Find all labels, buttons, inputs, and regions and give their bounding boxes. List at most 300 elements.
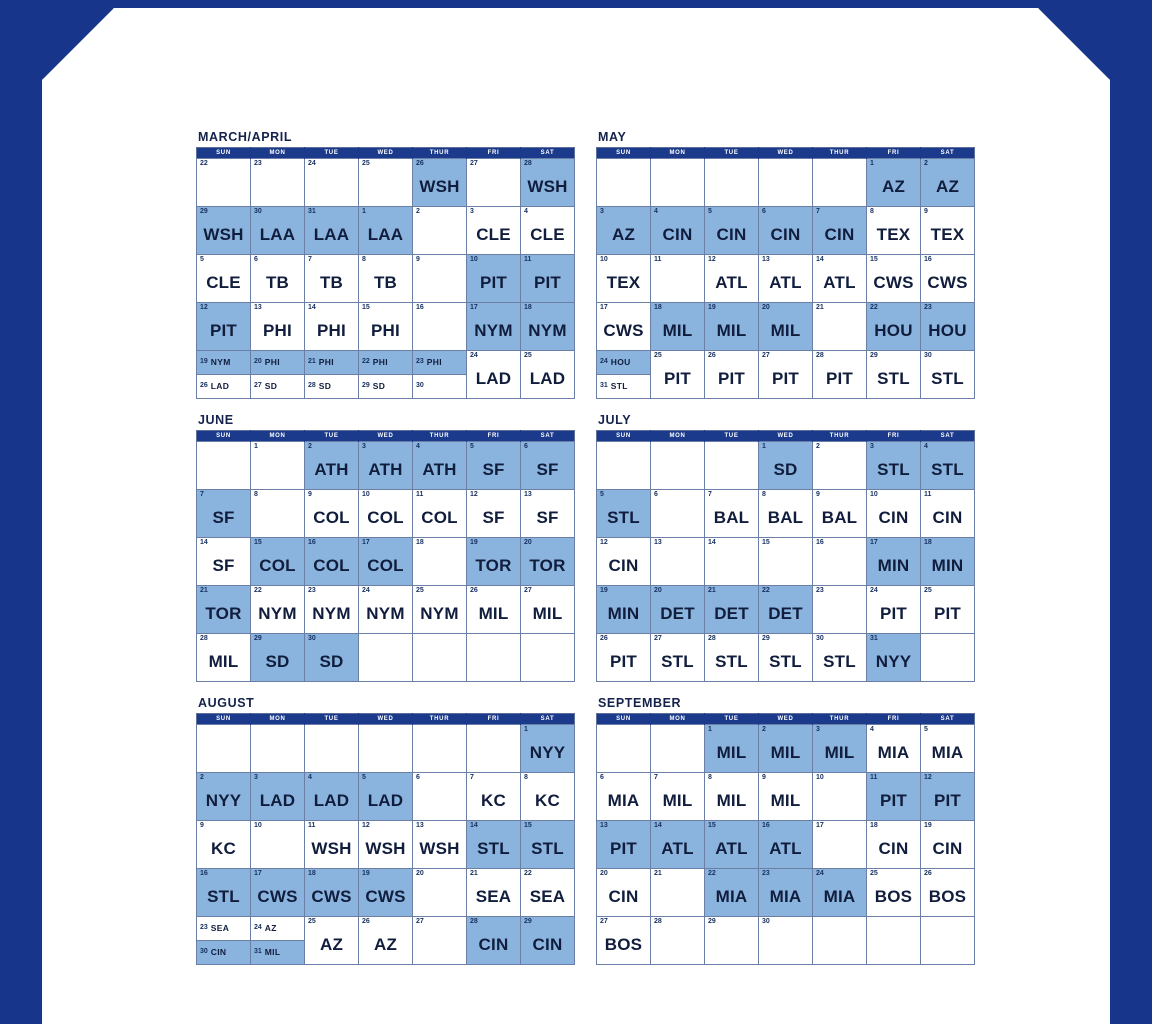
calendar-day-cell[interactable]: [197, 303, 251, 351]
calendar-day-cell[interactable]: [921, 869, 975, 917]
calendar-day-cell[interactable]: [867, 159, 921, 207]
calendar-day-cell[interactable]: [759, 634, 813, 682]
opponent-abbrev: NYM: [474, 321, 513, 340]
calendar-day-cell[interactable]: [597, 586, 651, 634]
calendar-day-subcell[interactable]: [305, 375, 358, 399]
calendar-day-cell[interactable]: [467, 869, 521, 917]
calendar-day-cell[interactable]: [305, 586, 359, 634]
calendar-day-cell[interactable]: [251, 207, 305, 255]
calendar-day-cell[interactable]: [921, 725, 975, 773]
calendar-week-row: [597, 442, 975, 490]
calendar-day-cell[interactable]: [867, 586, 921, 634]
opponent-abbrev: CIN: [662, 225, 693, 244]
weekday-header-mon: MON: [651, 714, 705, 725]
calendar-day-cell[interactable]: [597, 773, 651, 821]
calendar-day-cell[interactable]: [651, 869, 705, 917]
day-number: 26: [708, 352, 716, 359]
opponent-abbrev: STL: [661, 652, 694, 671]
calendar-day-cell[interactable]: [813, 207, 867, 255]
opponent-abbrev: STL: [769, 652, 802, 671]
calendar-day-cell[interactable]: [705, 773, 759, 821]
opponent-abbrev: MIN: [931, 556, 964, 575]
calendar-day-cell[interactable]: [597, 917, 651, 965]
calendar-day-cell[interactable]: [305, 773, 359, 821]
day-number: 3: [870, 443, 874, 450]
calendar-day-cell[interactable]: [413, 869, 467, 917]
calendar-day-cell-doubleheader[interactable]: [251, 917, 305, 965]
calendar-day-cell[interactable]: [597, 821, 651, 869]
calendar-day-cell[interactable]: [759, 725, 813, 773]
calendar-day-cell[interactable]: [813, 303, 867, 351]
calendar-day-cell[interactable]: [413, 490, 467, 538]
calendar-day-subcell[interactable]: [197, 941, 250, 965]
weekday-header-mon: MON: [251, 148, 305, 159]
calendar-day-cell[interactable]: [521, 255, 575, 303]
calendar-day-cell[interactable]: [813, 255, 867, 303]
calendar-day-cell-blank: [467, 634, 521, 682]
calendar-day-cell[interactable]: [705, 725, 759, 773]
calendar-day-subcell[interactable]: [197, 351, 250, 375]
calendar-day-cell[interactable]: [921, 255, 975, 303]
calendar-day-cell[interactable]: [705, 869, 759, 917]
weekday-header-sat: SAT: [921, 148, 975, 159]
calendar-day-cell[interactable]: [251, 538, 305, 586]
calendar-day-cell[interactable]: [251, 490, 305, 538]
calendar-day-cell[interactable]: [759, 442, 813, 490]
calendar-day-cell[interactable]: [359, 917, 413, 965]
calendar-day-cell[interactable]: [359, 207, 413, 255]
opponent-abbrev: TEX: [606, 273, 641, 292]
calendar-day-cell[interactable]: [813, 538, 867, 586]
calendar-day-cell[interactable]: [467, 351, 521, 399]
calendar-day-cell[interactable]: [413, 255, 467, 303]
day-number: 6: [524, 443, 528, 450]
month-calendar-table: [196, 147, 575, 399]
calendar-day-cell[interactable]: [705, 490, 759, 538]
opponent-abbrev: ATL: [715, 273, 748, 292]
calendar-day-cell[interactable]: [867, 634, 921, 682]
calendar-day-cell-doubleheader[interactable]: [197, 351, 251, 399]
calendar-day-cell[interactable]: [867, 207, 921, 255]
calendar-day-cell[interactable]: [359, 869, 413, 917]
opponent-abbrev: PIT: [771, 369, 800, 388]
calendar-day-cell[interactable]: [705, 538, 759, 586]
opponent-abbrev: STL: [207, 887, 240, 906]
calendar-day-cell[interactable]: [597, 538, 651, 586]
calendar-day-cell[interactable]: [867, 255, 921, 303]
calendar-day-cell[interactable]: [651, 773, 705, 821]
day-number: 7: [200, 491, 204, 498]
month-calendar-table: [596, 147, 975, 399]
calendar-day-cell[interactable]: [651, 917, 705, 965]
calendar-day-cell[interactable]: [705, 634, 759, 682]
calendar-day-cell[interactable]: [705, 303, 759, 351]
calendar-day-cell[interactable]: [197, 159, 251, 207]
calendar-day-cell[interactable]: [867, 538, 921, 586]
opponent-abbrev: HOU: [928, 321, 967, 340]
opponent-abbrev: DET: [768, 604, 803, 623]
calendar-day-cell[interactable]: [197, 207, 251, 255]
calendar-day-cell[interactable]: [359, 538, 413, 586]
calendar-day-cell[interactable]: [921, 207, 975, 255]
calendar-day-cell-doubleheader[interactable]: [359, 351, 413, 399]
day-number: 2: [200, 774, 204, 781]
calendar-day-cell[interactable]: [467, 207, 521, 255]
calendar-day-cell-doubleheader[interactable]: [597, 351, 651, 399]
split-cell-wrapper: [251, 351, 304, 398]
calendar-day-cell[interactable]: [759, 821, 813, 869]
calendar-day-cell[interactable]: [305, 207, 359, 255]
calendar-day-cell[interactable]: [251, 159, 305, 207]
calendar-day-cell[interactable]: [467, 821, 521, 869]
calendar-day-cell[interactable]: [521, 303, 575, 351]
calendar-day-cell[interactable]: [921, 303, 975, 351]
day-number: 3: [816, 726, 820, 733]
calendar-day-cell[interactable]: [521, 159, 575, 207]
calendar-day-subcell[interactable]: [413, 351, 466, 375]
calendar-day-cell[interactable]: [759, 351, 813, 399]
calendar-day-cell[interactable]: [597, 869, 651, 917]
calendar-day-cell[interactable]: [521, 207, 575, 255]
opponent-abbrev: CIN: [932, 839, 963, 858]
calendar-day-cell-doubleheader[interactable]: [197, 917, 251, 965]
opponent-abbrev: STL: [931, 460, 964, 479]
calendar-day-cell[interactable]: [359, 159, 413, 207]
calendar-day-cell[interactable]: [867, 869, 921, 917]
calendar-day-cell[interactable]: [467, 773, 521, 821]
split-cell-wrapper: [305, 351, 358, 398]
opponent-abbrev: CIN: [878, 839, 909, 858]
calendar-day-cell[interactable]: [251, 869, 305, 917]
calendar-day-cell[interactable]: [651, 303, 705, 351]
calendar-day-cell[interactable]: [921, 586, 975, 634]
calendar-day-cell-doubleheader[interactable]: [413, 351, 467, 399]
calendar-day-cell[interactable]: [251, 442, 305, 490]
calendar-day-cell[interactable]: [467, 586, 521, 634]
calendar-day-cell-blank: [597, 442, 651, 490]
opponent-abbrev: SF: [212, 556, 235, 575]
opponent-abbrev: MIL: [716, 791, 747, 810]
calendar-day-cell[interactable]: [197, 821, 251, 869]
day-number: 22: [524, 870, 532, 877]
month-calendar-table: [196, 713, 575, 965]
calendar-day-cell[interactable]: [305, 869, 359, 917]
calendar-day-cell[interactable]: [413, 442, 467, 490]
calendar-day-cell[interactable]: [251, 634, 305, 682]
calendar-day-cell[interactable]: [813, 490, 867, 538]
opponent-abbrev: CIN: [608, 887, 639, 906]
day-number: 13: [524, 491, 532, 498]
calendar-day-cell[interactable]: [521, 725, 575, 773]
day-number: 25: [308, 918, 316, 925]
calendar-day-cell[interactable]: [867, 821, 921, 869]
opponent-abbrev: ATL: [661, 839, 694, 858]
calendar-day-cell[interactable]: [651, 586, 705, 634]
calendar-day-cell[interactable]: [413, 821, 467, 869]
calendar-day-cell[interactable]: [467, 159, 521, 207]
calendar-day-cell[interactable]: [759, 490, 813, 538]
calendar-day-cell-doubleheader[interactable]: [251, 351, 305, 399]
calendar-day-cell[interactable]: [813, 442, 867, 490]
opponent-abbrev: MIA: [823, 887, 856, 906]
calendar-day-cell[interactable]: [305, 917, 359, 965]
calendar-day-subcell[interactable]: [359, 351, 412, 375]
opponent-abbrev: MIL: [662, 791, 693, 810]
calendar-day-cell[interactable]: [521, 490, 575, 538]
opponent-abbrev: ATH: [314, 460, 349, 479]
calendar-day-cell[interactable]: [359, 255, 413, 303]
opponent-abbrev: MIL: [770, 321, 801, 340]
calendar-day-cell[interactable]: [359, 303, 413, 351]
calendar-day-cell[interactable]: [305, 159, 359, 207]
calendar-day-cell[interactable]: [813, 869, 867, 917]
calendar-day-cell[interactable]: [867, 773, 921, 821]
calendar-day-cell[interactable]: [197, 255, 251, 303]
calendar-day-cell[interactable]: [251, 773, 305, 821]
calendar-day-cell[interactable]: [305, 634, 359, 682]
opponent-abbrev: CWS: [311, 887, 352, 906]
calendar-day-cell[interactable]: [705, 821, 759, 869]
calendar-day-cell[interactable]: [521, 821, 575, 869]
calendar-day-cell[interactable]: [867, 442, 921, 490]
day-number: 12: [200, 304, 208, 311]
calendar-day-cell[interactable]: [359, 821, 413, 869]
calendar-day-cell[interactable]: [359, 490, 413, 538]
calendar-day-cell[interactable]: [651, 821, 705, 869]
calendar-day-cell[interactable]: [921, 442, 975, 490]
calendar-day-cell[interactable]: [705, 255, 759, 303]
calendar-day-cell[interactable]: [867, 725, 921, 773]
calendar-day-cell[interactable]: [759, 917, 813, 965]
calendar-day-cell[interactable]: [597, 207, 651, 255]
opponent-abbrev: SEA: [529, 887, 566, 906]
calendar-day-cell[interactable]: [197, 634, 251, 682]
calendar-day-cell[interactable]: [305, 538, 359, 586]
calendar-day-cell[interactable]: [467, 255, 521, 303]
day-number: 16: [200, 870, 208, 877]
opponent-abbrev: ATH: [368, 460, 403, 479]
calendar-day-subcell[interactable]: [597, 375, 650, 399]
day-number: 5: [600, 491, 604, 498]
calendar-day-cell[interactable]: [597, 634, 651, 682]
day-number: 22: [362, 358, 370, 366]
day-number: 3: [254, 774, 258, 781]
calendar-day-cell[interactable]: [813, 351, 867, 399]
day-number: 28: [308, 382, 316, 390]
calendar-day-cell[interactable]: [759, 538, 813, 586]
calendar-day-cell[interactable]: [467, 303, 521, 351]
opponent-abbrev: WSH: [419, 839, 460, 858]
calendar-day-subcell[interactable]: [305, 351, 358, 375]
calendar-day-cell[interactable]: [597, 303, 651, 351]
calendar-day-cell[interactable]: [413, 538, 467, 586]
month-block: [596, 413, 974, 682]
day-number: 1: [524, 726, 528, 733]
calendar-day-cell[interactable]: [813, 586, 867, 634]
calendar-day-cell[interactable]: [759, 255, 813, 303]
calendar-day-cell[interactable]: [759, 207, 813, 255]
day-number: 10: [362, 491, 370, 498]
calendar-day-subcell[interactable]: [197, 375, 250, 399]
calendar-day-cell[interactable]: [651, 538, 705, 586]
calendar-day-cell[interactable]: [305, 442, 359, 490]
day-number: 30: [924, 352, 932, 359]
month-title: SEPTEMBER: [598, 696, 682, 710]
calendar-day-cell[interactable]: [651, 490, 705, 538]
opponent-abbrev: WSH: [527, 177, 568, 196]
day-number: 30: [200, 948, 208, 956]
split-cell-wrapper: [197, 917, 250, 964]
calendar-day-cell[interactable]: [651, 207, 705, 255]
calendar-day-cell[interactable]: [521, 442, 575, 490]
weekday-header-sun: SUN: [597, 714, 651, 725]
calendar-day-cell[interactable]: [921, 351, 975, 399]
calendar-day-cell[interactable]: [759, 773, 813, 821]
opponent-abbrev: COL: [367, 556, 404, 575]
month-title: MARCH/APRIL: [198, 130, 293, 144]
day-number: 27: [254, 382, 262, 390]
calendar-day-cell[interactable]: [521, 538, 575, 586]
opponent-abbrev: CIN: [770, 225, 801, 244]
calendar-day-cell[interactable]: [867, 490, 921, 538]
day-number: 4: [308, 774, 312, 781]
day-number: 13: [654, 539, 662, 546]
calendar-day-cell[interactable]: [467, 917, 521, 965]
split-cell-wrapper: [197, 351, 250, 398]
calendar-day-cell[interactable]: [521, 586, 575, 634]
calendar-day-cell[interactable]: [651, 351, 705, 399]
weekday-header-mon: MON: [251, 714, 305, 725]
day-number: 20: [254, 358, 262, 366]
calendar-day-cell-doubleheader[interactable]: [305, 351, 359, 399]
calendar-day-cell[interactable]: [651, 255, 705, 303]
calendar-day-cell[interactable]: [413, 207, 467, 255]
calendar-day-cell[interactable]: [597, 255, 651, 303]
calendar-day-subcell[interactable]: [597, 351, 650, 375]
opponent-abbrev: NYM: [258, 604, 297, 623]
calendar-day-cell[interactable]: [921, 490, 975, 538]
calendar-day-cell[interactable]: [521, 351, 575, 399]
calendar-day-cell[interactable]: [705, 917, 759, 965]
calendar-day-cell[interactable]: [467, 442, 521, 490]
calendar-day-cell[interactable]: [521, 869, 575, 917]
day-number: 22: [708, 870, 716, 877]
calendar-day-cell[interactable]: [197, 869, 251, 917]
calendar-day-cell[interactable]: [705, 351, 759, 399]
calendar-day-cell[interactable]: [413, 159, 467, 207]
day-number: 4: [924, 443, 928, 450]
day-number: 22: [200, 160, 208, 167]
calendar-day-cell[interactable]: [705, 586, 759, 634]
calendar-day-cell[interactable]: [413, 303, 467, 351]
month-title: JUNE: [198, 413, 234, 427]
day-number: 29: [762, 635, 770, 642]
opponent-abbrev: PHI: [317, 321, 346, 340]
day-number: 26: [416, 160, 424, 167]
opponent-abbrev: TOR: [529, 556, 566, 575]
calendar-day-cell[interactable]: [305, 821, 359, 869]
calendar-day-cell[interactable]: [759, 303, 813, 351]
calendar-day-cell[interactable]: [651, 634, 705, 682]
calendar-week-row: [597, 490, 975, 538]
calendar-day-cell[interactable]: [867, 303, 921, 351]
calendar-day-cell[interactable]: [305, 303, 359, 351]
calendar-day-subcell[interactable]: [197, 917, 250, 941]
calendar-day-cell[interactable]: [867, 351, 921, 399]
calendar-day-cell[interactable]: [197, 586, 251, 634]
calendar-day-subcell[interactable]: [251, 351, 304, 375]
calendar-day-subcell[interactable]: [359, 375, 412, 399]
calendar-day-cell[interactable]: [251, 586, 305, 634]
calendar-day-cell[interactable]: [413, 773, 467, 821]
calendar-day-cell[interactable]: [759, 869, 813, 917]
calendar-week-row: [597, 303, 975, 351]
calendar-day-cell[interactable]: [813, 773, 867, 821]
day-number: 7: [708, 491, 712, 498]
day-number: 20: [416, 870, 424, 877]
day-number: 6: [254, 256, 258, 263]
calendar-day-cell[interactable]: [521, 773, 575, 821]
opponent-abbrev: BAL: [767, 508, 804, 527]
calendar-day-cell[interactable]: [921, 821, 975, 869]
calendar-day-cell[interactable]: [921, 538, 975, 586]
opponent-abbrev: PHI: [264, 357, 280, 368]
calendar-day-cell[interactable]: [759, 586, 813, 634]
day-number: 24: [362, 587, 370, 594]
calendar-day-cell[interactable]: [921, 773, 975, 821]
day-number: 2: [924, 160, 928, 167]
day-number: 16: [416, 304, 424, 311]
calendar-day-cell[interactable]: [305, 255, 359, 303]
calendar-day-cell[interactable]: [197, 538, 251, 586]
day-number: 5: [200, 256, 204, 263]
calendar-day-subcell[interactable]: [251, 375, 304, 399]
calendar-day-cell[interactable]: [921, 159, 975, 207]
opponent-abbrev: CIN: [932, 508, 963, 527]
calendar-day-cell[interactable]: [521, 917, 575, 965]
calendar-day-cell[interactable]: [413, 586, 467, 634]
calendar-day-cell[interactable]: [705, 207, 759, 255]
calendar-day-subcell[interactable]: [251, 941, 304, 965]
calendar-day-cell[interactable]: [467, 490, 521, 538]
calendar-day-cell[interactable]: [467, 538, 521, 586]
calendar-day-cell[interactable]: [359, 586, 413, 634]
calendar-day-cell[interactable]: [197, 490, 251, 538]
day-number: 5: [362, 774, 366, 781]
calendar-day-cell[interactable]: [413, 917, 467, 965]
calendar-day-subcell[interactable]: [413, 375, 466, 399]
calendar-day-cell[interactable]: [597, 490, 651, 538]
calendar-day-subcell[interactable]: [251, 917, 304, 941]
calendar-day-cell[interactable]: [813, 634, 867, 682]
calendar-day-cell[interactable]: [359, 442, 413, 490]
calendar-day-cell[interactable]: [251, 255, 305, 303]
calendar-day-cell[interactable]: [813, 821, 867, 869]
day-number: 9: [416, 256, 420, 263]
day-number: 29: [362, 382, 370, 390]
day-number: 18: [308, 870, 316, 877]
opponent-abbrev: SF: [482, 460, 505, 479]
calendar-day-cell[interactable]: [251, 821, 305, 869]
day-number: 2: [816, 443, 820, 450]
calendar-day-cell[interactable]: [359, 773, 413, 821]
calendar-day-cell[interactable]: [813, 725, 867, 773]
calendar-day-cell[interactable]: [251, 303, 305, 351]
calendar-day-cell[interactable]: [197, 773, 251, 821]
day-number: 10: [254, 822, 262, 829]
day-number: 11: [416, 491, 424, 498]
calendar-day-cell[interactable]: [305, 490, 359, 538]
